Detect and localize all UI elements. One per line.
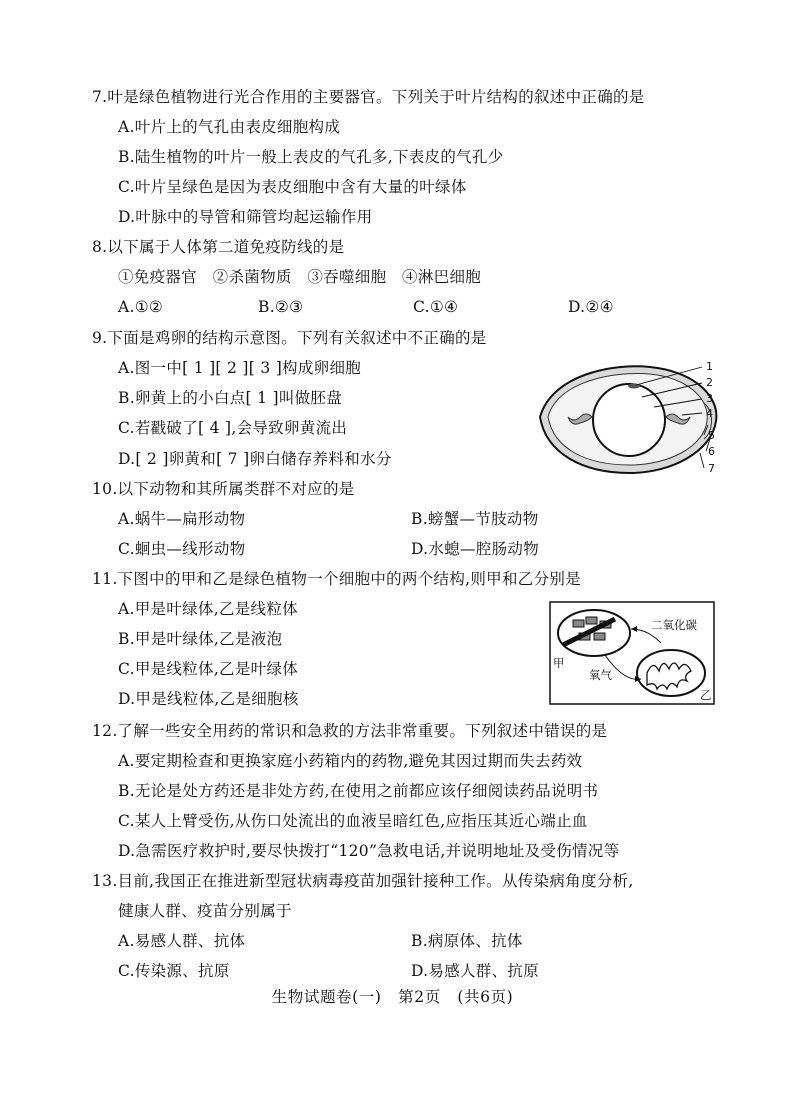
o2-label: 氧气 — [589, 668, 612, 682]
q9-option-c: C.若戳破了[ 4 ],会导致卵黄流出 — [118, 419, 348, 437]
egg-label-3: 3 — [706, 392, 713, 405]
egg-label-5: 5 — [708, 429, 715, 442]
q13-stem-line1: 13.目前,我国正在推进新型冠状病毒疫苗加强针接种工作。从传染病角度分析, — [92, 872, 634, 890]
q13-stem-line2: 健康人群、疫苗分别属于 — [118, 902, 292, 920]
q7-option-b: B.陆生植物的叶片一般上表皮的气孔多,下表皮的气孔少 — [118, 148, 504, 166]
q13-option-a: A.易感人群、抗体 — [118, 932, 246, 950]
q12-option-c: C.某人上臂受伤,从伤口处流出的血液呈暗红色,应指压其近心端止血 — [118, 812, 588, 830]
q8-option-d: D.②④ — [568, 298, 614, 316]
q7-option-a: A.叶片上的气孔由表皮细胞构成 — [118, 118, 341, 136]
q9-stem: 9.下面是鸡卵的结构示意图。下列有关叙述中不正确的是 — [92, 329, 487, 347]
q10-option-b: B.螃蟹—节肢动物 — [411, 510, 539, 528]
q11-option-a: A.甲是叶绿体,乙是线粒体 — [118, 600, 298, 618]
q10-option-d: D.水螅—腔肠动物 — [411, 540, 540, 558]
q9-option-a: A.图一中[ 1 ][ 2 ][ 3 ]构成卵细胞 — [118, 359, 362, 377]
co2-label: 二氧化碳 — [651, 618, 697, 632]
q12-stem: 12.了解一些安全用药的常识和急救的方法非常重要。下列叙述中错误的是 — [92, 722, 608, 740]
q11-stem: 11.下图中的甲和乙是绿色植物一个细胞中的两个结构,则甲和乙分别是 — [92, 570, 581, 588]
q12-option-b: B.无论是处方药还是非处方药,在使用之前都应该仔细阅读药品说明书 — [118, 782, 599, 800]
q7-stem: 7.叶是绿色植物进行光合作用的主要器官。下列关于叶片结构的叙述中正确的是 — [92, 88, 645, 106]
q10-option-c: C.蛔虫—线形动物 — [118, 540, 246, 558]
q11-option-b: B.甲是叶绿体,乙是液泡 — [118, 630, 283, 648]
egg-label-1: 1 — [706, 360, 713, 373]
q9-option-b: B.卵黄上的小白点[ 1 ]叫做胚盘 — [118, 389, 343, 407]
organelle-diagram — [549, 601, 715, 705]
q8-option-a: A.①② — [118, 298, 164, 316]
q9-option-d: D.[ 2 ]卵黄和[ 7 ]卵白储存养料和水分 — [118, 450, 392, 468]
egg-label-4: 4 — [706, 407, 713, 420]
egg-label-2: 2 — [706, 376, 713, 389]
q7-option-d: D.叶脉中的导管和筛管均起运输作用 — [118, 208, 373, 226]
page-footer: 生物试题卷(一) 第2页 (共6页) — [271, 988, 514, 1006]
q8-option-c: C.①④ — [413, 298, 459, 316]
q13-option-c: C.传染源、抗原 — [118, 962, 230, 980]
jia-label: 甲 — [553, 656, 565, 670]
q13-option-b: B.病原体、抗体 — [411, 932, 523, 950]
egg-label-6: 6 — [708, 445, 715, 458]
egg-label-7: 7 — [708, 462, 715, 475]
q8-option-b: B.②③ — [258, 298, 304, 316]
q8-items: ①免疫器官 ②杀菌物质 ③吞噬细胞 ④淋巴细胞 — [118, 268, 482, 286]
egg-yolk — [593, 384, 665, 456]
yi-label: 乙 — [700, 688, 712, 702]
q11-option-d: D.甲是线粒体,乙是细胞核 — [118, 690, 299, 708]
q13-option-d: D.易感人群、抗原 — [411, 962, 540, 980]
q10-option-a: A.蜗牛—扁形动物 — [118, 510, 246, 528]
egg-structure-diagram — [532, 355, 727, 480]
q8-stem: 8.以下属于人体第二道免疫防线的是 — [92, 238, 345, 256]
q12-option-a: A.要定期检查和更换家庭小药箱内的药物,避免其因过期而失去药效 — [118, 752, 583, 770]
q12-option-d: D.急需医疗救护时,要尽快拨打“120”急救电话,并说明地址及受伤情况等 — [118, 842, 620, 860]
q11-option-c: C.甲是线粒体,乙是叶绿体 — [118, 660, 299, 678]
q7-option-c: C.叶片呈绿色是因为表皮细胞中含有大量的叶绿体 — [118, 178, 467, 196]
q10-stem: 10.以下动物和其所属类群不对应的是 — [92, 480, 355, 498]
